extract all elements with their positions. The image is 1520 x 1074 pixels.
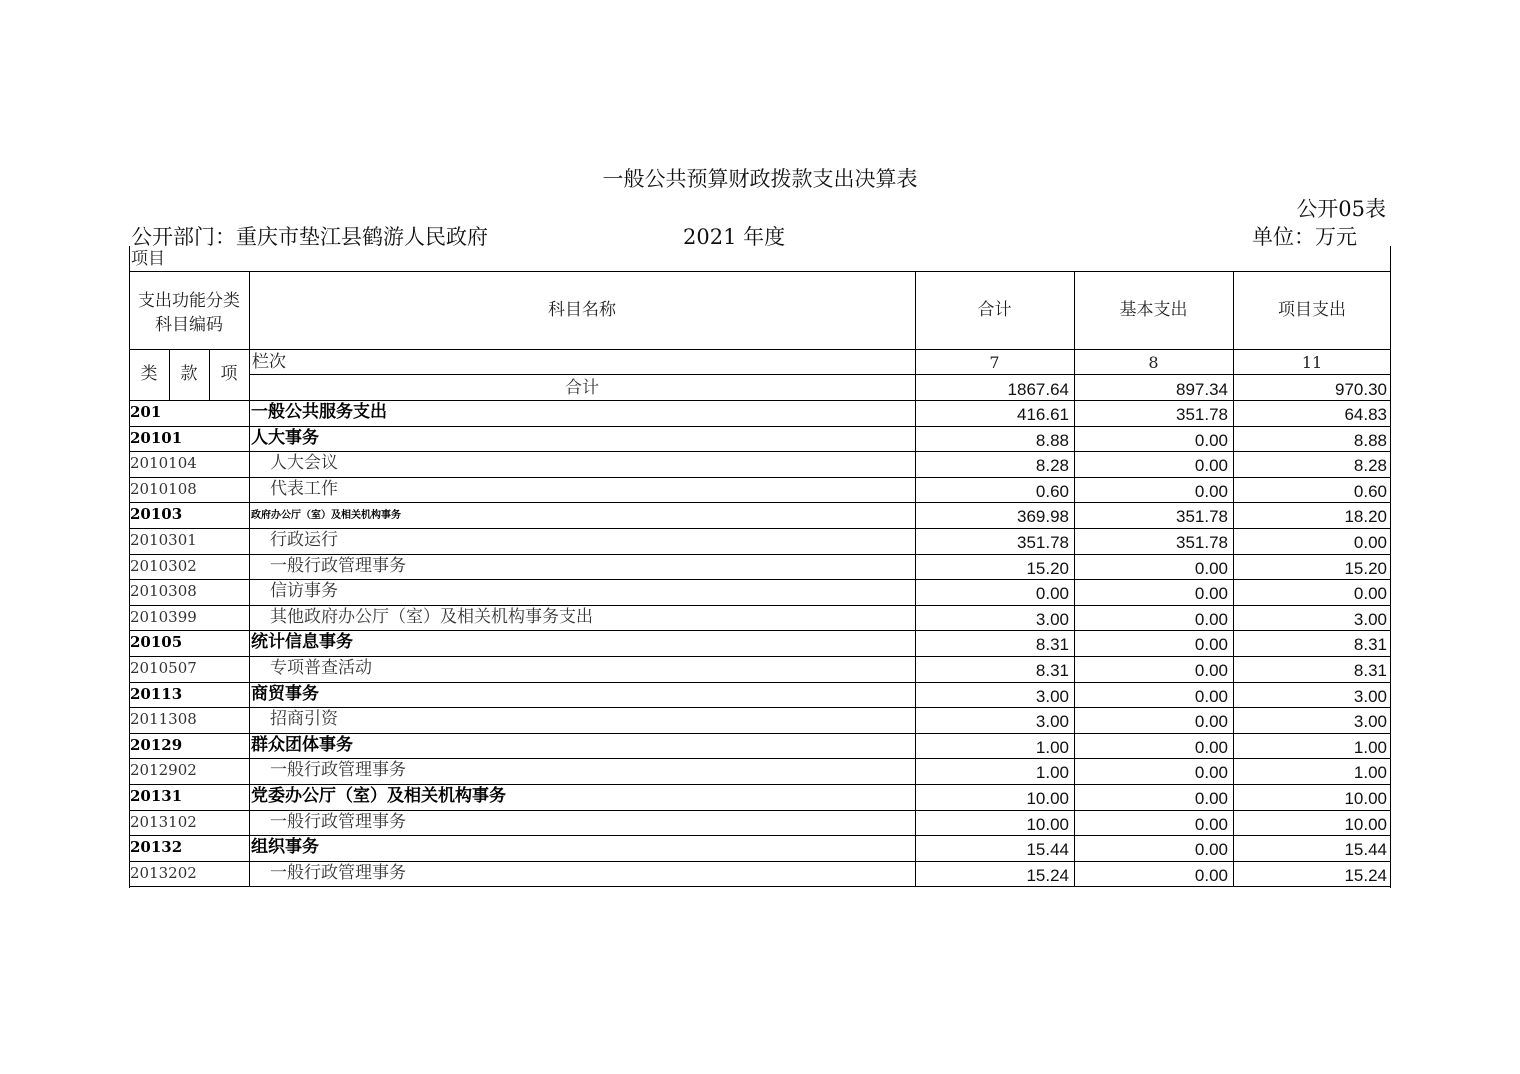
row-line [129, 605, 1391, 606]
row-project: 8.31 [1353, 635, 1387, 655]
row-code: 20131 [130, 787, 183, 805]
code-header: 支出功能分类 科目编码 [138, 291, 240, 335]
row-basic: 0.00 [1194, 840, 1228, 860]
row-line [129, 682, 1391, 683]
row-total: 15.24 [1026, 865, 1069, 885]
row-line [129, 758, 1391, 759]
row-line [129, 579, 1391, 580]
col-divider [915, 758, 916, 784]
col-divider [1074, 426, 1075, 452]
row-line [129, 810, 1391, 811]
row-basic: 0.00 [1194, 481, 1228, 501]
row-basic: 0.00 [1194, 763, 1228, 783]
kuan-header: 款 [180, 364, 198, 384]
row-code: 20101 [130, 428, 183, 447]
col-divider [1074, 528, 1075, 554]
row-total: 369.98 [1017, 507, 1069, 527]
col-divider [915, 528, 916, 554]
row-total: 0.00 [1035, 584, 1069, 604]
total-header: 合计 [977, 300, 1012, 320]
row-basic: 0.00 [1194, 789, 1228, 808]
row-code: 2013202 [130, 863, 197, 882]
row-code: 2010104 [130, 454, 197, 473]
row-project: 0.00 [1353, 533, 1387, 552]
row-basic: 0.00 [1194, 661, 1228, 680]
col-divider [1233, 554, 1234, 580]
lanci-label: 栏次 [252, 352, 286, 372]
col-divider [1074, 733, 1075, 759]
header-line [249, 374, 1391, 375]
row-total: 3.00 [1035, 609, 1069, 629]
col-index-basic: 8 [1148, 353, 1159, 372]
col-divider [915, 579, 916, 605]
col-divider [249, 374, 250, 400]
row-basic: 0.00 [1194, 635, 1228, 655]
row-line [129, 451, 1391, 452]
row-line [129, 426, 1391, 427]
row-code: 20129 [130, 735, 183, 754]
col-divider [1074, 707, 1075, 733]
col-divider [1074, 682, 1075, 708]
col-divider [1074, 451, 1075, 477]
row-code: 2010507 [130, 659, 197, 677]
col-divider [249, 400, 250, 426]
col-divider [1074, 784, 1075, 810]
row-project: 15.24 [1344, 865, 1387, 885]
item-header: 项目 [131, 249, 165, 269]
row-total: 8.28 [1035, 456, 1069, 476]
row-project: 0.00 [1353, 584, 1387, 604]
row-basic: 0.00 [1194, 737, 1228, 757]
row-total: 3.00 [1035, 686, 1069, 706]
row-name: 专项普查活动 [270, 658, 372, 678]
col-divider [915, 861, 916, 887]
col-divider [1233, 810, 1234, 836]
row-name: 代表工作 [270, 478, 338, 499]
col-divider [249, 861, 250, 887]
col-divider [1074, 477, 1075, 503]
col-divider [915, 374, 916, 400]
col-divider [249, 784, 250, 810]
xiang-header: 项 [220, 364, 238, 384]
row-name: 统计信息事务 [251, 632, 353, 653]
row-line [129, 835, 1391, 836]
row-project: 15.20 [1344, 558, 1387, 578]
col-divider [915, 630, 916, 656]
row-total: 8.31 [1035, 661, 1069, 680]
grand-total-value: 1867.64 [1007, 380, 1069, 399]
row-basic: 0.00 [1194, 609, 1228, 629]
row-line [129, 400, 1391, 401]
project-header: 项目支出 [1278, 300, 1346, 320]
row-name: 招商引资 [270, 709, 338, 730]
row-total: 351.78 [1017, 533, 1069, 552]
row-basic: 0.00 [1194, 456, 1228, 476]
row-name: 人大会议 [270, 453, 338, 474]
row-basic: 0.00 [1194, 558, 1228, 578]
col-divider [1233, 733, 1234, 759]
col-divider [915, 400, 916, 426]
row-project: 1.00 [1353, 737, 1387, 757]
col-divider [1074, 605, 1075, 631]
col-index-project: 11 [1301, 353, 1323, 372]
col-divider [1233, 579, 1234, 605]
report-title: 一般公共预算财政拨款支出决算表 [602, 167, 918, 191]
row-total: 1.00 [1035, 763, 1069, 783]
row-name: 政府办公厅（室）及相关机构事务 [251, 510, 401, 522]
col-divider [249, 528, 250, 554]
col-divider [1233, 451, 1234, 477]
row-line [129, 630, 1391, 631]
row-name: 群众团体事务 [251, 734, 353, 755]
row-project: 10.00 [1344, 814, 1387, 834]
row-project: 3.00 [1353, 609, 1387, 629]
row-code: 2010399 [130, 607, 197, 626]
col-divider [1074, 810, 1075, 836]
row-project: 15.44 [1344, 840, 1387, 860]
row-code: 2011308 [130, 710, 197, 729]
col-divider [1233, 528, 1234, 554]
col-divider [915, 451, 916, 477]
row-total: 8.88 [1035, 430, 1069, 450]
row-name: 商贸事务 [251, 683, 319, 704]
row-basic: 0.00 [1194, 584, 1228, 604]
col-divider [249, 605, 250, 631]
col-divider [1233, 682, 1234, 708]
lei-header: 类 [140, 364, 158, 384]
col-divider [1074, 656, 1075, 682]
col-divider [249, 451, 250, 477]
col-divider [249, 835, 250, 861]
col-divider [1233, 374, 1234, 400]
col-divider [915, 707, 916, 733]
row-project: 8.31 [1353, 661, 1387, 680]
row-line [129, 733, 1391, 734]
col-divider [915, 554, 916, 580]
row-line [129, 528, 1391, 529]
table-border-right [1390, 246, 1391, 888]
row-name: 人大事务 [251, 427, 319, 448]
row-code: 2010108 [130, 479, 197, 498]
row-project: 0.60 [1353, 481, 1387, 501]
row-code: 2010302 [130, 556, 197, 575]
row-code: 20113 [130, 684, 183, 703]
col-divider [1074, 400, 1075, 426]
row-name: 行政运行 [270, 530, 338, 550]
row-total: 0.60 [1035, 481, 1069, 501]
row-project: 3.00 [1353, 712, 1387, 732]
row-basic: 0.00 [1194, 865, 1228, 885]
row-project: 8.28 [1353, 456, 1387, 476]
col-divider [249, 477, 250, 503]
col-divider [1233, 656, 1234, 682]
row-basic: 0.00 [1194, 686, 1228, 706]
col-divider [1074, 630, 1075, 656]
col-divider [249, 707, 250, 733]
col-divider [1074, 835, 1075, 861]
row-total: 15.20 [1026, 558, 1069, 578]
col-divider [915, 682, 916, 708]
col-divider [915, 426, 916, 452]
col-divider [249, 426, 250, 452]
row-line [129, 707, 1391, 708]
row-project: 1.00 [1353, 763, 1387, 783]
row-line [129, 477, 1391, 478]
col-divider [1233, 477, 1234, 503]
row-total: 8.31 [1035, 635, 1069, 655]
col-divider [1233, 758, 1234, 784]
row-name: 一般行政管理事务 [270, 862, 406, 883]
row-total: 10.00 [1026, 789, 1069, 808]
grand-total-label: 合计 [565, 378, 599, 398]
col-divider [1074, 861, 1075, 887]
row-basic: 0.00 [1194, 814, 1228, 834]
col-divider [1233, 835, 1234, 861]
header-line [129, 271, 1391, 272]
col-divider [249, 733, 250, 759]
col-divider [249, 758, 250, 784]
row-project: 64.83 [1344, 405, 1387, 424]
col-divider [915, 784, 916, 810]
col-divider [1233, 630, 1234, 656]
row-total: 416.61 [1017, 405, 1069, 424]
row-line [129, 886, 1391, 887]
col-divider [1074, 758, 1075, 784]
col-divider [915, 733, 916, 759]
row-name: 党委办公厅（室）及相关机构事务 [251, 786, 506, 806]
col-divider [1233, 605, 1234, 631]
row-total: 10.00 [1026, 814, 1069, 834]
header-line [129, 349, 1391, 350]
row-line [129, 784, 1391, 785]
row-line [129, 554, 1391, 555]
row-project: 18.20 [1344, 507, 1387, 527]
row-name: 一般行政管理事务 [270, 555, 406, 576]
col-divider [249, 682, 250, 708]
col-divider [1233, 400, 1234, 426]
col-divider [915, 502, 916, 528]
department-label: 公开部门：重庆市垫江县鹤游人民政府 [131, 225, 488, 249]
col-divider [1233, 707, 1234, 733]
col-divider [249, 554, 250, 580]
row-basic: 351.78 [1176, 405, 1228, 424]
row-name: 信访事务 [270, 581, 338, 602]
col-divider [915, 656, 916, 682]
col-divider [1233, 861, 1234, 887]
row-name: 组织事务 [251, 837, 319, 858]
name-header: 科目名称 [548, 300, 616, 320]
budget-table [129, 246, 1391, 888]
col-divider [249, 579, 250, 605]
basic-header: 基本支出 [1119, 300, 1188, 320]
row-code: 20105 [130, 633, 183, 652]
row-code: 2012902 [130, 761, 197, 780]
col-divider [249, 656, 250, 682]
col-divider [249, 502, 250, 528]
row-name: 其他政府办公厅（室）及相关机构事务支出 [270, 606, 593, 627]
row-line [129, 656, 1391, 657]
col-divider [1233, 784, 1234, 810]
row-basic: 351.78 [1176, 507, 1228, 527]
row-total: 3.00 [1035, 712, 1069, 732]
row-name: 一般公共服务支出 [251, 402, 387, 422]
col-divider [249, 630, 250, 656]
row-project: 3.00 [1353, 686, 1387, 706]
row-basic: 351.78 [1176, 533, 1228, 552]
unit-label: 单位：万元 [1252, 225, 1357, 249]
row-name: 一般行政管理事务 [270, 811, 406, 832]
row-code: 2013102 [130, 812, 197, 831]
row-line [129, 861, 1391, 862]
row-code: 20132 [130, 838, 183, 857]
col-divider [1233, 502, 1234, 528]
col-divider [249, 810, 250, 836]
row-line [129, 502, 1391, 503]
row-project: 10.00 [1344, 789, 1387, 808]
row-code: 2010301 [130, 531, 197, 549]
col-divider [1233, 426, 1234, 452]
row-code: 201 [130, 403, 162, 421]
row-total: 1.00 [1035, 737, 1069, 757]
row-code: 2010308 [130, 582, 197, 601]
row-basic: 0.00 [1194, 712, 1228, 732]
row-name: 一般行政管理事务 [270, 760, 406, 781]
row-code: 20103 [130, 505, 183, 524]
col-divider [915, 835, 916, 861]
table-number: 公开05表 [1296, 197, 1386, 221]
grand-total-project: 970.30 [1335, 380, 1387, 399]
row-project: 8.88 [1353, 430, 1387, 450]
col-divider [915, 477, 916, 503]
col-divider [1074, 579, 1075, 605]
col-divider [915, 810, 916, 836]
col-divider [1074, 502, 1075, 528]
row-total: 15.44 [1026, 840, 1069, 860]
fiscal-year: 2021 年度 [683, 225, 786, 249]
grand-total-basic: 897.34 [1176, 380, 1228, 399]
col-index-total: 7 [989, 353, 1000, 372]
col-divider [915, 605, 916, 631]
row-basic: 0.00 [1194, 430, 1228, 450]
col-divider [1074, 374, 1075, 400]
col-divider [1074, 554, 1075, 580]
